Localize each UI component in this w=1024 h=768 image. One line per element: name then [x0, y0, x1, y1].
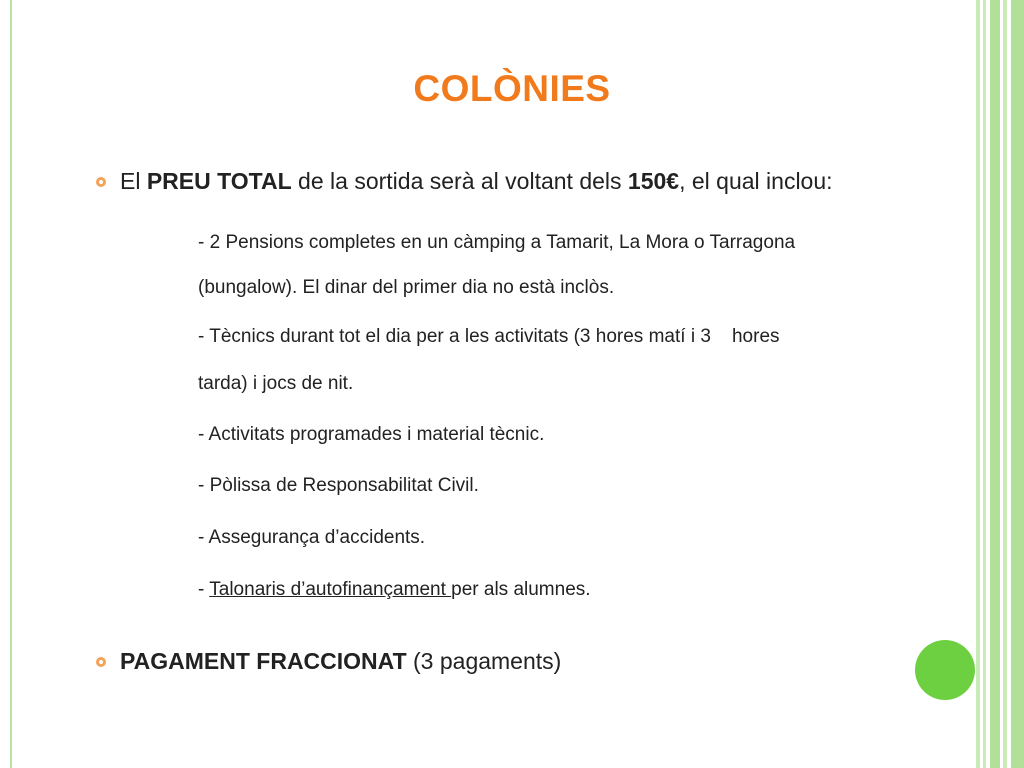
left-border-line [10, 0, 12, 768]
bullet-preu-total [96, 168, 833, 195]
item-line-2: (bungalow). El dinar del primer dia no està inclòs. [198, 277, 615, 298]
left-border [0, 0, 14, 768]
item-line-8-prefix: - [198, 579, 210, 600]
stripe [976, 0, 980, 768]
bullet1-bold1: PREU TOTAL [146, 168, 292, 194]
stripe [983, 0, 986, 768]
bullet-pagament [96, 648, 561, 675]
bullet2-text [120, 648, 561, 675]
item-line-4: tarda) i jocs de nit. [198, 373, 354, 394]
bullet1-prefix: El [120, 168, 147, 194]
item-line-8-underlined: Talonaris d’autofinançament [209, 579, 452, 600]
bullet1-suffix: , el qual inclou: [679, 168, 833, 194]
bullet2-bold: PAGAMENT FRACCIONAT [120, 648, 407, 674]
item-line-6: - Pòlissa de Responsabilitat Civil. [198, 475, 479, 496]
item-line-5: - Activitats programades i material tècnic. [198, 424, 545, 445]
bullet1-text [120, 168, 833, 195]
right-stripes [976, 0, 1024, 768]
bullet1-middle: de la sortida serà al voltant dels [291, 168, 628, 194]
bullet-icon [96, 657, 106, 667]
stripe [990, 0, 1000, 768]
slide-title: COLÒNIES [413, 68, 611, 109]
item-line-8 [198, 579, 591, 601]
green-circle-decoration [915, 640, 975, 700]
stripe [1011, 0, 1024, 768]
item-line-3: - Tècnics durant tot el dia per a les activitats (3 hores matí i 3 hores [198, 326, 780, 347]
item-line-8-suffix: per als alumnes. [451, 579, 591, 600]
bullet2-rest: (3 pagaments) [406, 648, 562, 674]
stripe [1003, 0, 1007, 768]
bullet1-bold2: 150€ [627, 168, 680, 194]
bullet-icon [96, 177, 106, 187]
item-line-1: - 2 Pensions completes en un càmping a Tamarit, La Mora o Tarragona [198, 232, 796, 253]
item-line-7: - Assegurança d’accidents. [198, 527, 426, 548]
